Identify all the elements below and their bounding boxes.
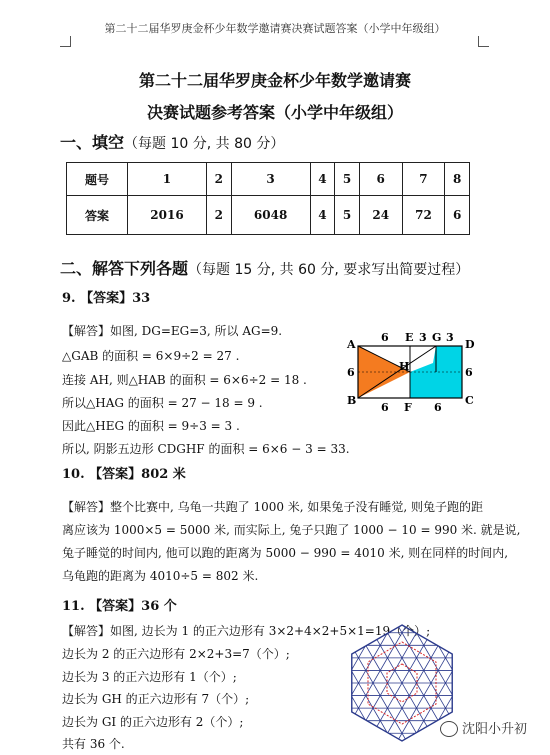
num-top-left: 6 xyxy=(381,331,389,344)
num-top-g: 3 xyxy=(446,331,454,344)
solution-line: 连接 AH, 则△HAB 的面积 = 6×6÷2 = 18 . xyxy=(62,373,307,387)
solution-line: 离应该为 1000×5 = 5000 米, 而实际上, 兔子只跑了 1000 − 10 = 990 米. 就是说, xyxy=(62,523,521,537)
table-row xyxy=(67,163,470,196)
table-cell: 5 xyxy=(335,163,360,196)
question-10-answer: 10. 【答案】802 米 xyxy=(62,467,186,482)
num-bottom-right: 6 xyxy=(434,401,442,414)
table-cell: 2 xyxy=(206,163,231,196)
label-A: A xyxy=(347,338,356,351)
solution-line: 边长为 GH 的正六边形有 7（个）; xyxy=(62,692,250,706)
solution-line: 所以, 阴影五边形 CDGHF 的面积 = 6×6 − 3 = 33. xyxy=(62,442,350,456)
table-header-cell: 答案 xyxy=(67,196,128,235)
document-subtitle: 决赛试题参考答案（小学中年级组） xyxy=(146,103,403,122)
question-9-answer: 9. 【答案】33 xyxy=(62,291,151,306)
label-F: F xyxy=(404,401,412,414)
document-title: 第二十二届华罗庚金杯少年数学邀请赛 xyxy=(138,71,411,90)
num-left: 6 xyxy=(347,366,355,379)
label-H: H xyxy=(399,360,410,373)
solution-line: 【解答】如图, DG=EG=3, 所以 AG=9. xyxy=(62,324,283,338)
table-header-cell: 题号 xyxy=(67,163,128,196)
solution-line: 所以△HAG 的面积 = 27 − 18 = 9 . xyxy=(62,396,263,410)
q9-figure xyxy=(338,328,478,414)
section-title: 二、解答下列各题 xyxy=(60,259,189,278)
solution-line: 兔子睡觉的时间内, 他可以跑的距离为 5000 − 990 = 4010 米, 则在同样的时间内, xyxy=(62,546,509,560)
solution-line: 【解答】整个比赛中, 乌龟一共跑了 1000 米, 如果兔子没有睡觉, 则兔子跑的距 xyxy=(62,500,484,514)
table-cell: 2 xyxy=(206,196,231,235)
label-B: B xyxy=(347,394,357,407)
solution-line: 因此△HEG 的面积 = 9÷3 = 3 . xyxy=(62,419,240,433)
solution-line: 边长为 2 的正六边形有 2×2+3=7（个）; xyxy=(62,647,290,661)
num-bottom-left: 6 xyxy=(381,401,389,414)
section-fill-blank xyxy=(60,130,284,153)
num-right: 6 xyxy=(465,366,473,379)
table-cell: 2016 xyxy=(128,196,207,235)
table-cell: 1 xyxy=(128,163,207,196)
label-D: D xyxy=(465,338,475,351)
watermark xyxy=(440,718,527,737)
wechat-icon xyxy=(440,721,458,737)
label-C: C xyxy=(465,394,474,407)
table-cell: 6 xyxy=(359,163,402,196)
table-cell: 5 xyxy=(335,196,360,235)
page-header: 第二十二届华罗庚金杯少年数学邀请赛决赛试题答案（小学中年级组） xyxy=(104,22,446,35)
table-cell: 6 xyxy=(445,196,470,235)
table-cell: 4 xyxy=(310,196,335,235)
table-row xyxy=(67,196,470,235)
table-cell: 4 xyxy=(310,163,335,196)
section-note: （每题 15 分, 共 60 分, 要求写出简要过程） xyxy=(188,262,470,278)
table-cell: 7 xyxy=(402,163,445,196)
table-cell: 72 xyxy=(402,196,445,235)
solution-line: △GAB 的面积 = 6×9÷2 = 27 . xyxy=(62,349,240,363)
solution-line: 乌龟跑的距离为 4010÷5 = 802 米. xyxy=(62,569,259,583)
question-11-answer: 11. 【答案】36 个 xyxy=(62,599,177,614)
table-cell: 6048 xyxy=(231,196,310,235)
table-cell: 3 xyxy=(231,163,310,196)
solution-line: 【解答】如图, 边长为 1 的正六边形有 3×2+4×2+5×1=19（个）; xyxy=(62,624,431,638)
section-solve xyxy=(60,256,469,279)
section-title: 一、填空 xyxy=(60,133,125,152)
corner-mark-left xyxy=(60,36,71,47)
corner-mark-right xyxy=(478,36,489,47)
solution-line: 边长为 3 的正六边形有 1（个）; xyxy=(62,670,237,684)
table-cell: 24 xyxy=(359,196,402,235)
num-top-e: 3 xyxy=(419,331,427,344)
watermark-text: 沈阳小升初 xyxy=(462,722,528,737)
answer-table xyxy=(66,162,470,235)
label-E: E xyxy=(405,331,414,344)
solution-line: 边长为 GI 的正六边形有 2（个）; xyxy=(62,715,244,729)
label-G: G xyxy=(432,331,442,344)
section-note: （每题 10 分, 共 80 分） xyxy=(124,136,285,152)
solution-line: 共有 36 个. xyxy=(62,737,125,751)
table-cell: 8 xyxy=(445,163,470,196)
